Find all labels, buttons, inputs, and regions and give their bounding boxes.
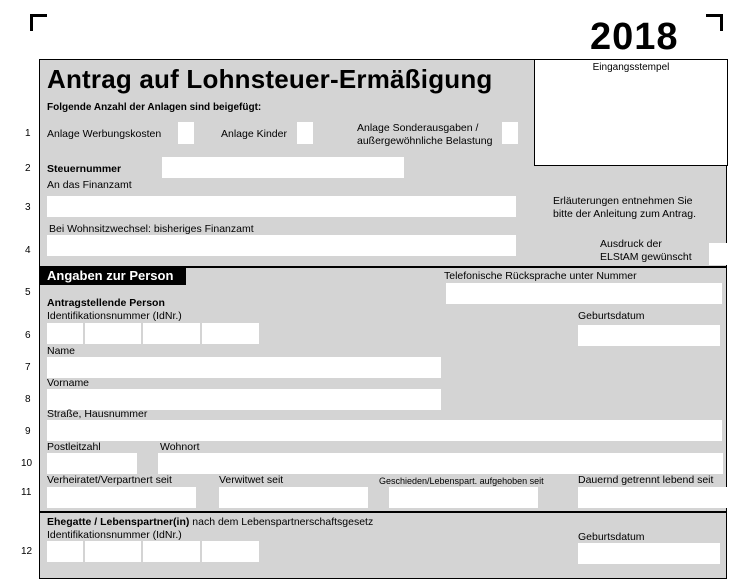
anlage-sonderausgaben-label-2: außergewöhnliche Belastung <box>357 135 493 147</box>
finanzamt-input[interactable] <box>47 196 516 217</box>
line-number: 2 <box>25 163 31 174</box>
anlage-kinder-field[interactable] <box>297 122 313 144</box>
getrennt-input[interactable] <box>578 487 727 508</box>
plz-label: Postleitzahl <box>47 441 101 453</box>
plz-input[interactable] <box>47 453 137 474</box>
line-number: 12 <box>21 546 33 557</box>
anlagen-heading: Folgende Anzahl der Anlagen sind beigefügt: <box>47 102 262 113</box>
crop-mark-top-right <box>706 14 723 31</box>
wohnort-label: Wohnort <box>160 441 200 453</box>
strasse-label: Straße, Hausnummer <box>47 408 148 420</box>
stamp-box <box>534 59 728 166</box>
line-number: 8 <box>25 394 31 405</box>
line-number: 9 <box>25 426 31 437</box>
bisheriges-finanzamt-input[interactable] <box>47 235 516 256</box>
geschieden-label: Geschieden/Lebenspart. aufgehoben seit <box>379 476 544 486</box>
form-year: 2018 <box>590 16 679 58</box>
ehegatte-heading-rest: nach dem Lebenspartnerschaftsgesetz <box>189 516 374 528</box>
wohnsitzwechsel-label: Bei Wohnsitzwechsel: bisheriges Finanzamt <box>49 223 254 235</box>
anlage-werbungskosten-field[interactable] <box>178 122 194 144</box>
elstam-checkbox[interactable] <box>709 243 727 265</box>
section-divider-ehegatte <box>39 511 727 513</box>
crop-mark-top-left <box>30 14 47 31</box>
vorname-input[interactable] <box>47 389 441 410</box>
line-number: 3 <box>25 202 31 213</box>
getrennt-label: Dauernd getrennt lebend seit <box>578 474 714 486</box>
geburtsdatum-label: Geburtsdatum <box>578 310 645 322</box>
anleitung-hint-1: Erläuterungen entnehmen Sie <box>553 195 693 207</box>
ehegatte-geburtsdatum-input[interactable] <box>578 543 720 564</box>
verwitwet-input[interactable] <box>219 487 368 508</box>
anlage-sonderausgaben-field[interactable] <box>502 122 518 144</box>
section-heading-person: Angaben zur Person <box>40 267 186 285</box>
ehegatte-idnr-label: Identifikationsnummer (IdNr.) <box>47 529 182 541</box>
line-number: 10 <box>21 458 33 469</box>
wohnort-input[interactable] <box>158 453 723 474</box>
line-number: 6 <box>25 330 31 341</box>
ehegatte-geburtsdatum-label: Geburtsdatum <box>578 531 645 543</box>
ehegatte-heading-bold: Ehegatte / Lebenspartner(in) <box>47 516 190 528</box>
elstam-label-2: ELStAM gewünscht <box>600 251 692 263</box>
name-input[interactable] <box>47 357 441 378</box>
steuernummer-label: Steuernummer <box>47 163 122 175</box>
geschieden-input[interactable] <box>389 487 538 508</box>
verwitwet-label: Verwitwet seit <box>219 474 284 486</box>
telefon-label: Telefonische Rücksprache unter Nummer <box>444 270 637 282</box>
finanzamt-label: An das Finanzamt <box>47 179 132 191</box>
antragsteller-heading: Antragstellende Person <box>47 297 165 309</box>
stamp-label: Eingangsstempel <box>592 62 670 73</box>
idnr-input-part-1[interactable] <box>47 323 83 344</box>
line-number: 4 <box>25 245 31 256</box>
anlage-sonderausgaben-label: Anlage Sonderausgaben / <box>357 122 479 134</box>
telefon-input[interactable] <box>446 283 722 304</box>
elstam-label-1: Ausdruck der <box>600 238 662 250</box>
line-number: 1 <box>25 128 31 139</box>
idnr-input-part-2[interactable] <box>85 323 141 344</box>
anleitung-hint-2: bitte der Anleitung zum Antrag. <box>553 208 697 220</box>
steuernummer-input[interactable] <box>162 157 404 178</box>
line-number: 11 <box>21 487 32 498</box>
anlage-kinder-label: Anlage Kinder <box>221 128 287 140</box>
form-title: Antrag auf Lohnsteuer-Ermäßigung <box>47 64 493 94</box>
name-label: Name <box>47 345 76 357</box>
strasse-input[interactable] <box>47 420 722 441</box>
line-number: 7 <box>25 362 31 373</box>
verheiratet-input[interactable] <box>47 487 196 508</box>
idnr-input-part-4[interactable] <box>202 323 259 344</box>
idnr-input-part-3[interactable] <box>143 323 200 344</box>
verheiratet-label: Verheiratet/Verpartnert seit <box>47 474 172 486</box>
line-number: 5 <box>25 287 31 298</box>
anlage-werbungskosten-label: Anlage Werbungskosten <box>47 128 162 140</box>
ehegatte-heading <box>47 516 373 528</box>
geburtsdatum-input[interactable] <box>578 325 720 346</box>
idnr-label: Identifikationsnummer (IdNr.) <box>47 310 182 322</box>
vorname-label: Vorname <box>47 377 90 389</box>
